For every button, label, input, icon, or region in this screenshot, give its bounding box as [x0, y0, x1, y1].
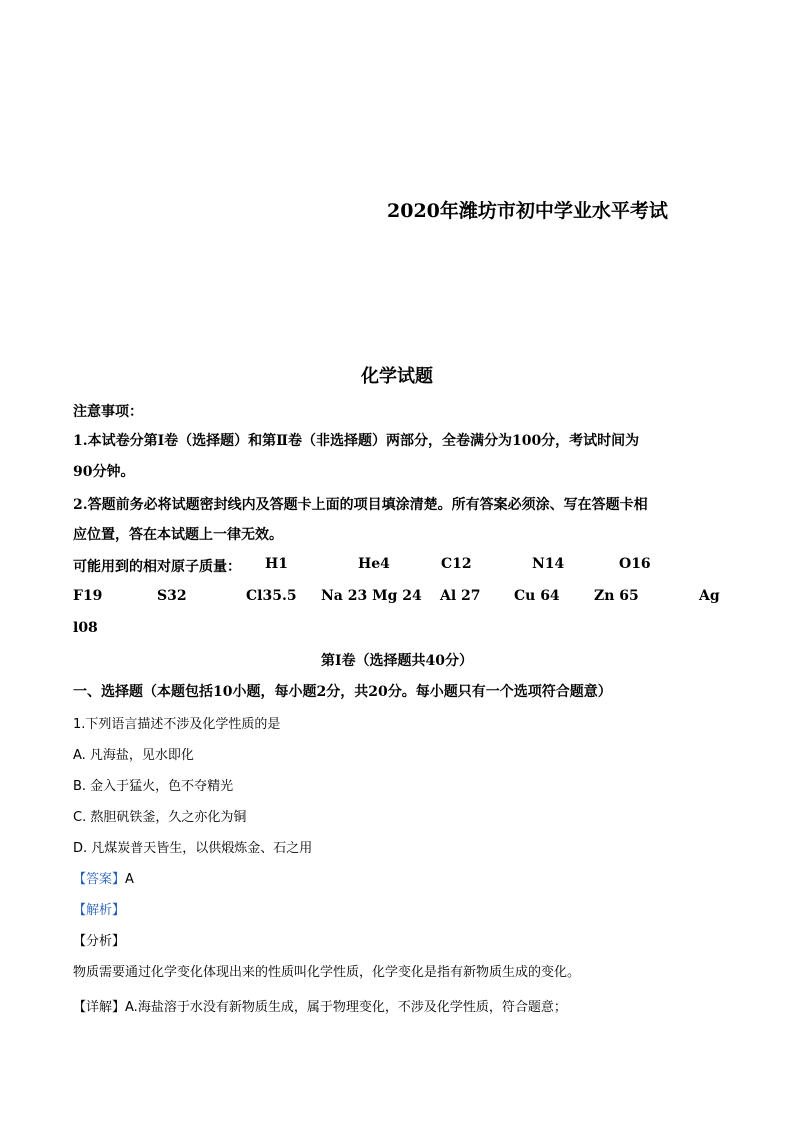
- notice-item-2-line-1: 2.答题前务必将试题密封线内及答题卡上面的项目填涂清楚。所有答案必须涂、写在答题卡相: [73, 497, 648, 513]
- atomic-mass-row-3: l08: [73, 620, 98, 636]
- fenxi-text: 物质需要通过化学变化体现出来的性质叫化学性质，化学变化是指有新物质生成的变化。: [73, 965, 581, 980]
- atomic-mass-value: Cu 64: [514, 588, 560, 604]
- detail-line: [73, 996, 567, 1015]
- atomic-mass-value: S32: [157, 588, 187, 604]
- part-title: 一、选择题（本题包括10小题，每小题2分，共20分。每小题只有一个选项符合题意）: [73, 684, 612, 700]
- atomic-mass-row-1: [73, 556, 733, 576]
- notice-heading: 注意事项：: [73, 404, 143, 420]
- section-title: 第Ⅰ卷（选择题共40分）: [320, 653, 474, 669]
- atomic-mass-value: H1: [265, 556, 288, 572]
- subject-title: 化学试题: [361, 366, 433, 387]
- analysis-line: [73, 899, 125, 918]
- atomic-mass-value: C12: [441, 556, 472, 572]
- atomic-mass-value: Cl35.5: [246, 588, 297, 604]
- option-b: B. 金入于猛火，色不夺精光: [73, 779, 234, 794]
- exam-title: 2020年潍坊市初中学业水平考试: [387, 200, 668, 222]
- atomic-mass-value: He4: [358, 556, 390, 572]
- atomic-mass-label: 可能用到的相对原子质量：: [73, 559, 241, 575]
- atomic-mass-value: N14: [532, 556, 565, 572]
- atomic-mass-value: Na 23 Mg 24: [321, 588, 422, 604]
- option-a: A. 凡海盐，见水即化: [73, 748, 194, 763]
- notice-item-1-line-2: 90分钟。: [73, 464, 135, 480]
- option-c: C. 熬胆矾铁釜，久之亦化为铜: [73, 810, 247, 825]
- atomic-mass-row-2: [73, 588, 733, 608]
- detail-text: A.海盐溶于水没有新物质生成，属于物理变化，不涉及化学性质，符合题意；: [125, 1000, 567, 1015]
- answer-value: A: [125, 872, 134, 887]
- notice-item-2-line-2: 应位置，答在本试题上一律无效。: [73, 527, 283, 543]
- fenxi-tag: 【分析】: [73, 934, 126, 949]
- analysis-tag: 【解析】: [73, 903, 126, 918]
- notice-item-1-line-1: 1.本试卷分第Ⅰ卷（选择题）和第Ⅱ卷（非选择题）两部分，全卷满分为100分，考试时间为: [73, 433, 640, 449]
- atomic-mass-value: O16: [619, 556, 651, 572]
- option-d: D. 凡煤炭普天皆生，以供煅炼金、石之用: [73, 841, 313, 856]
- atomic-mass-value: Zn 65: [594, 588, 639, 604]
- atomic-mass-value: Ag: [699, 588, 720, 604]
- fenxi-line: [73, 930, 125, 949]
- question-stem: 1.下列语言描述不涉及化学性质的是: [73, 717, 281, 732]
- answer-tag: 【答案】: [73, 872, 126, 887]
- answer-line: [73, 868, 134, 887]
- atomic-mass-value: Al 27: [440, 588, 481, 604]
- detail-tag: 【详解】: [73, 1000, 126, 1015]
- atomic-mass-value: F19: [73, 588, 103, 604]
